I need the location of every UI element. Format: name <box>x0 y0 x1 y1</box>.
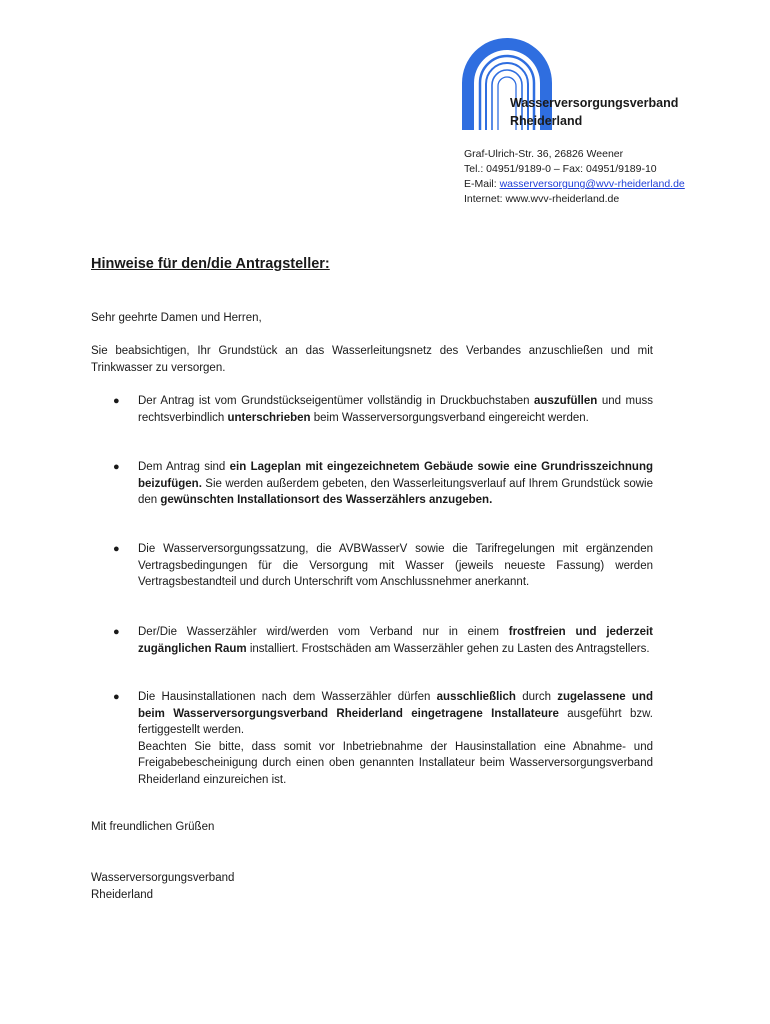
note-text: Die Hausinstallationen nach dem Wasserzähler dürfen <box>138 691 437 703</box>
address: Graf-Ulrich-Str. 36, 26826 Weener <box>464 148 624 160</box>
note-bold: unterschrieben <box>227 411 311 424</box>
note-text: durch <box>515 691 558 703</box>
page-title: Hinweise für den/die Antragsteller: <box>91 256 330 272</box>
email-link[interactable]: wasserversorgung@wvv-rheiderland.de <box>499 178 685 190</box>
note-text: Sie werden außerdem gebeten, den Wasserleitungsverlauf auf Ihrem Grundstück sowie den <box>138 477 653 506</box>
bullet-icon: ● <box>113 395 120 407</box>
salutation: Sehr geehrte Damen und Herren, <box>91 312 262 324</box>
note-text: Der Antrag ist vom Grundstückseigentümer vollständig in Druckbuchstaben <box>138 395 535 407</box>
bullet-icon: ● <box>113 691 120 703</box>
bullet-icon: ● <box>113 461 120 473</box>
organization-name <box>510 94 678 130</box>
closing-greeting: Mit freundlichen Grüßen <box>91 821 215 833</box>
internet: Internet: www.wvv-rheiderland.de <box>464 193 620 205</box>
note-text: beim Wasserversorgungsverband eingereicht werden. <box>310 411 589 424</box>
note-text: Beachten Sie bitte, dass somit vor Inbetriebnahme der Hausinstallation eine Abnahme- und Freigabebescheinigung durch einen oben genannten Installateur beim Wasserversorgungsverband Rheiderland einzureichen ist. <box>138 740 653 786</box>
note-bold: gewünschten Installationsort des Wasserzählers anzugeben. <box>160 494 493 506</box>
note-text: Dem Antrag sind <box>138 461 230 473</box>
note-text: und muss rechtsverbindlich <box>138 395 653 424</box>
bullet-icon: ● <box>113 543 120 555</box>
note-text: ausgeführt bzw. fertiggestellt werden. <box>138 707 653 736</box>
note-bold: zugelassene und beim Wasserversorgungsverband Rheiderland eingetragene Installateure <box>138 691 653 720</box>
note-bold: ein Lageplan mit eingezeichnetem Gebäude sowie eine Grundrisszeichnung beizufügen. <box>138 461 653 490</box>
intro-paragraph: Sie beabsichtigen, Ihr Grundstück an das Wasserleitungsnetz des Verbandes anzuschließen und mit Trinkwasser zu versorgen. <box>91 345 653 374</box>
signature-line1: Wasserversorgungsverband <box>91 872 235 884</box>
signature-line2: Rheiderland <box>91 889 154 901</box>
note-bold: auszufüllen <box>534 395 598 407</box>
note-bold: ausschließlich <box>436 691 516 703</box>
email-line <box>464 177 685 192</box>
signature-block <box>91 870 234 904</box>
org-name-line2: Rheiderland <box>510 114 583 128</box>
phone-fax: Tel.: 04951/9189-0 – Fax: 04951/9189-10 <box>464 163 657 175</box>
org-name-line1: Wasserversorgungsverband <box>510 96 679 110</box>
contact-block <box>464 147 685 207</box>
email-label: E-Mail: <box>464 178 500 190</box>
note-text: Die Wasserversorgungssatzung, die AVBWasserV sowie die Tarifregelungen mit ergänzenden Vertragsbedingungen für die Versorgung mit Wasser (jeweils neueste Fassung) werden Vertragsbestandteil und durch Unterschrift vom Anschlussnehmer anerkannt. <box>138 543 653 588</box>
bullet-icon: ● <box>113 626 120 638</box>
note-bold: frostfreien und jederzeit zugänglichen Raum <box>138 626 653 655</box>
note-text: installiert. Frostschäden am Wasserzähler gehen zu Lasten des Antragstellers. <box>246 642 650 655</box>
note-text: Der/Die Wasserzähler wird/werden vom Verband nur in einem <box>138 626 509 638</box>
